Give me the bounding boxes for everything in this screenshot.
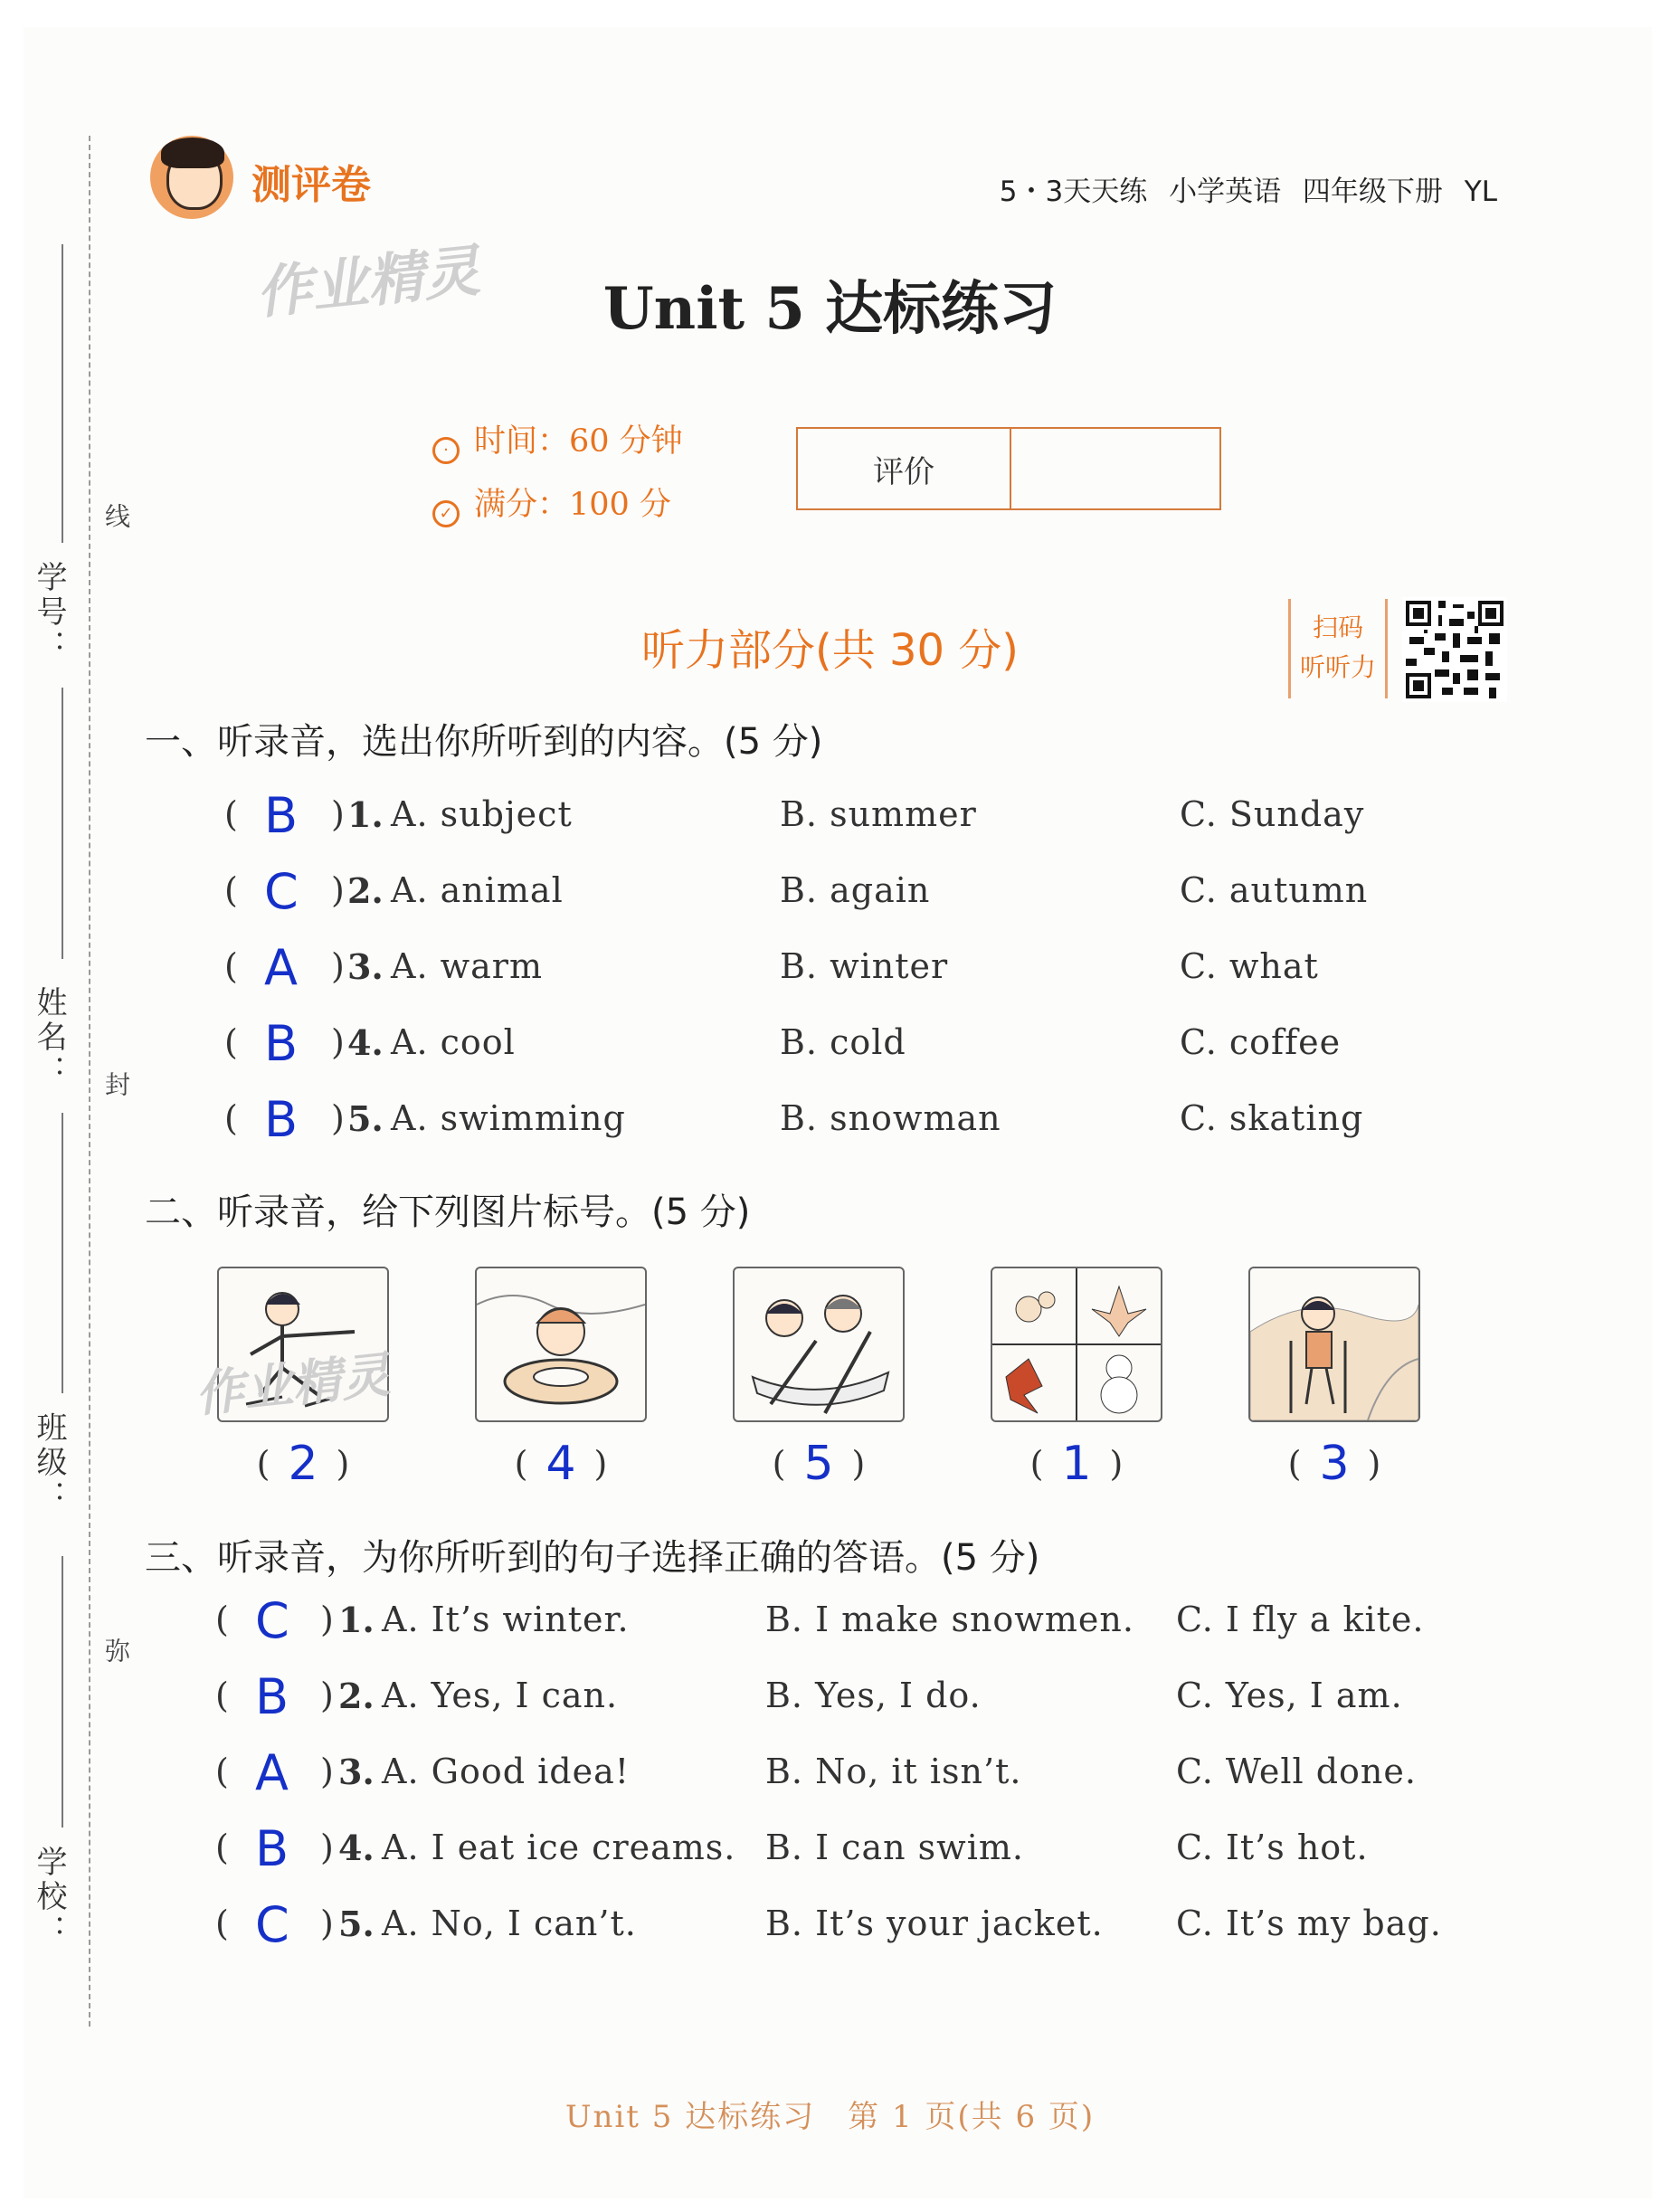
cut-word-mi: 弥 [98, 1638, 134, 1663]
paren-close: ) [320, 1600, 334, 1639]
cut-word-seal: 封 [98, 1071, 134, 1097]
option-c: C. what [1180, 946, 1319, 986]
evaluation-field[interactable] [1011, 429, 1219, 508]
question-number: 3. [347, 946, 384, 987]
paren-open: ( [224, 794, 238, 834]
question-number: 1. [347, 794, 384, 835]
paren-close: ) [320, 1828, 334, 1867]
clock-icon: · [432, 437, 460, 464]
option-a: A. Good idea! [382, 1752, 631, 1791]
hiking-picture [1248, 1267, 1420, 1422]
part2-heading: 二、听录音，给下列图片标号。(5 分) [145, 1191, 751, 1233]
picture-answer-2: ( 4 ) [514, 1437, 608, 1491]
paren-close: ) [320, 1903, 334, 1943]
question-row [0, 939, 1660, 1001]
option-b: B. I can swim. [765, 1828, 1024, 1867]
option-a: A. subject [391, 794, 573, 834]
question-number: 5. [338, 1903, 375, 1944]
page-footer: Unit 5 达标练习 第 1 页(共 6 页) [564, 2099, 1096, 2135]
option-c: C. I fly a kite. [1176, 1600, 1425, 1639]
option-b: B. again [780, 870, 931, 910]
paren-open: ( [224, 1098, 238, 1138]
name-label: 姓名： [31, 986, 67, 1089]
question-number: 4. [338, 1828, 375, 1868]
question-row [0, 787, 1660, 849]
evaluation-box [796, 427, 1221, 510]
picture-answer-3: ( 5 ) [772, 1437, 866, 1491]
boating-picture [733, 1267, 905, 1422]
option-c: C. skating [1180, 1098, 1364, 1138]
qr-code-icon[interactable] [1402, 597, 1507, 702]
part3-heading: 三、听录音，为你所听到的句子选择正确的答语。(5 分) [145, 1537, 1040, 1579]
answer-letter: A [264, 939, 298, 996]
scan-hint [1288, 599, 1388, 698]
option-a: A. warm [391, 946, 543, 986]
picture-answer-4: ( 1 ) [1029, 1437, 1124, 1491]
question-row [0, 1091, 1660, 1153]
option-a: A. No, I can’t. [382, 1903, 637, 1943]
option-b: B. snowman [780, 1098, 1001, 1138]
option-c: C. Yes, I am. [1176, 1676, 1403, 1715]
option-c: C. coffee [1180, 1022, 1342, 1062]
option-c: C. autumn [1180, 870, 1369, 910]
option-a: A. I eat ice creams. [382, 1828, 736, 1867]
series-info: 5・3天天练 小学英语 四年级下册 YL [999, 176, 1497, 208]
paren-close: ) [331, 870, 345, 910]
watermark-2: 作业精灵 [192, 1345, 394, 1424]
answer-letter: C [264, 863, 299, 920]
answer-letter: B [264, 1015, 299, 1072]
question-row [0, 1592, 1660, 1654]
question-number: 3. [338, 1752, 375, 1792]
paren-close: ) [331, 1098, 345, 1138]
time-text: 时间：60 分钟 [474, 423, 683, 460]
answer-letter: B [255, 1668, 289, 1725]
question-number: 2. [347, 870, 384, 911]
option-a: A. cool [391, 1022, 516, 1062]
class-line [62, 1113, 63, 1393]
answer-letter: B [264, 787, 299, 844]
page-title: Unit 5 达标练习 [602, 275, 1058, 343]
option-b: B. cold [780, 1022, 906, 1062]
time-info [432, 416, 683, 464]
paren-close: ) [331, 946, 345, 986]
question-row [0, 1668, 1660, 1730]
cartoon-hair-icon [161, 138, 224, 168]
option-b: B. Yes, I do. [765, 1676, 982, 1715]
evaluation-label: 评价 [798, 429, 1011, 508]
question-number: 1. [338, 1600, 375, 1640]
option-a: A. swimming [391, 1098, 626, 1138]
question-row [0, 1015, 1660, 1077]
answer-letter: C [255, 1592, 289, 1649]
answer-digit: 3 [1319, 1437, 1350, 1491]
paren-open: ( [224, 870, 238, 910]
option-c: C. Well done. [1176, 1752, 1417, 1791]
answer-letter: A [255, 1744, 289, 1801]
option-b: B. summer [780, 794, 977, 834]
answer-letter: C [255, 1896, 289, 1953]
answer-digit: 1 [1061, 1437, 1092, 1491]
school-label: 学校： [31, 1846, 67, 1949]
part1-heading: 一、听录音，选出你所听到的内容。(5 分) [145, 721, 823, 763]
option-b: B. winter [780, 946, 949, 986]
paren-open: ( [215, 1828, 229, 1867]
question-number: 4. [347, 1022, 384, 1063]
option-b: B. No, it isn’t. [765, 1752, 1022, 1791]
student-no-label: 学号： [31, 561, 67, 664]
picture-answer-1: ( 2 ) [256, 1437, 350, 1491]
score-info [432, 479, 671, 527]
answer-digit: 5 [803, 1437, 834, 1491]
watermark: 作业精灵 [252, 237, 483, 327]
question-row [0, 1820, 1660, 1882]
question-number: 2. [338, 1676, 375, 1716]
cut-line [89, 136, 90, 2027]
picture-answer-5: ( 3 ) [1287, 1437, 1381, 1491]
answer-digit: 2 [288, 1437, 318, 1491]
paren-open: ( [215, 1903, 229, 1943]
swimming-ring-picture [475, 1267, 647, 1422]
paren-close: ) [331, 1022, 345, 1062]
option-a: A. It’s winter. [382, 1600, 630, 1639]
paren-open: ( [224, 946, 238, 986]
option-b: B. It’s your jacket. [765, 1903, 1104, 1943]
paren-open: ( [215, 1600, 229, 1639]
option-a: A. animal [391, 870, 564, 910]
question-row [0, 863, 1660, 925]
cut-word-line: 线 [98, 503, 134, 528]
answer-letter: B [255, 1820, 289, 1877]
paren-close: ) [331, 794, 345, 834]
class-label: 班级： [31, 1411, 67, 1514]
option-c: C. Sunday [1180, 794, 1365, 834]
paren-open: ( [215, 1676, 229, 1715]
check-icon: ✓ [432, 500, 460, 527]
question-row [0, 1744, 1660, 1806]
option-c: C. It’s hot. [1176, 1828, 1369, 1867]
option-c: C. It’s my bag. [1176, 1903, 1442, 1943]
score-text: 满分：100 分 [474, 487, 671, 523]
paren-close: ) [320, 1752, 334, 1791]
paren-open: ( [224, 1022, 238, 1062]
logo-text: 测评卷 [251, 162, 371, 208]
scan-hint-line2: 听听力 [1299, 652, 1376, 682]
scan-hint-line1: 扫码 [1312, 612, 1363, 642]
option-a: A. Yes, I can. [382, 1676, 619, 1715]
option-b: B. I make snowmen. [765, 1600, 1134, 1639]
paren-close: ) [320, 1676, 334, 1715]
answer-digit: 4 [545, 1437, 576, 1491]
listening-heading: 听力部分(共 30 分) [640, 625, 1020, 676]
answer-letter: B [264, 1091, 299, 1148]
question-number: 5. [347, 1098, 384, 1139]
paren-open: ( [215, 1752, 229, 1791]
four-seasons-picture [991, 1267, 1162, 1422]
